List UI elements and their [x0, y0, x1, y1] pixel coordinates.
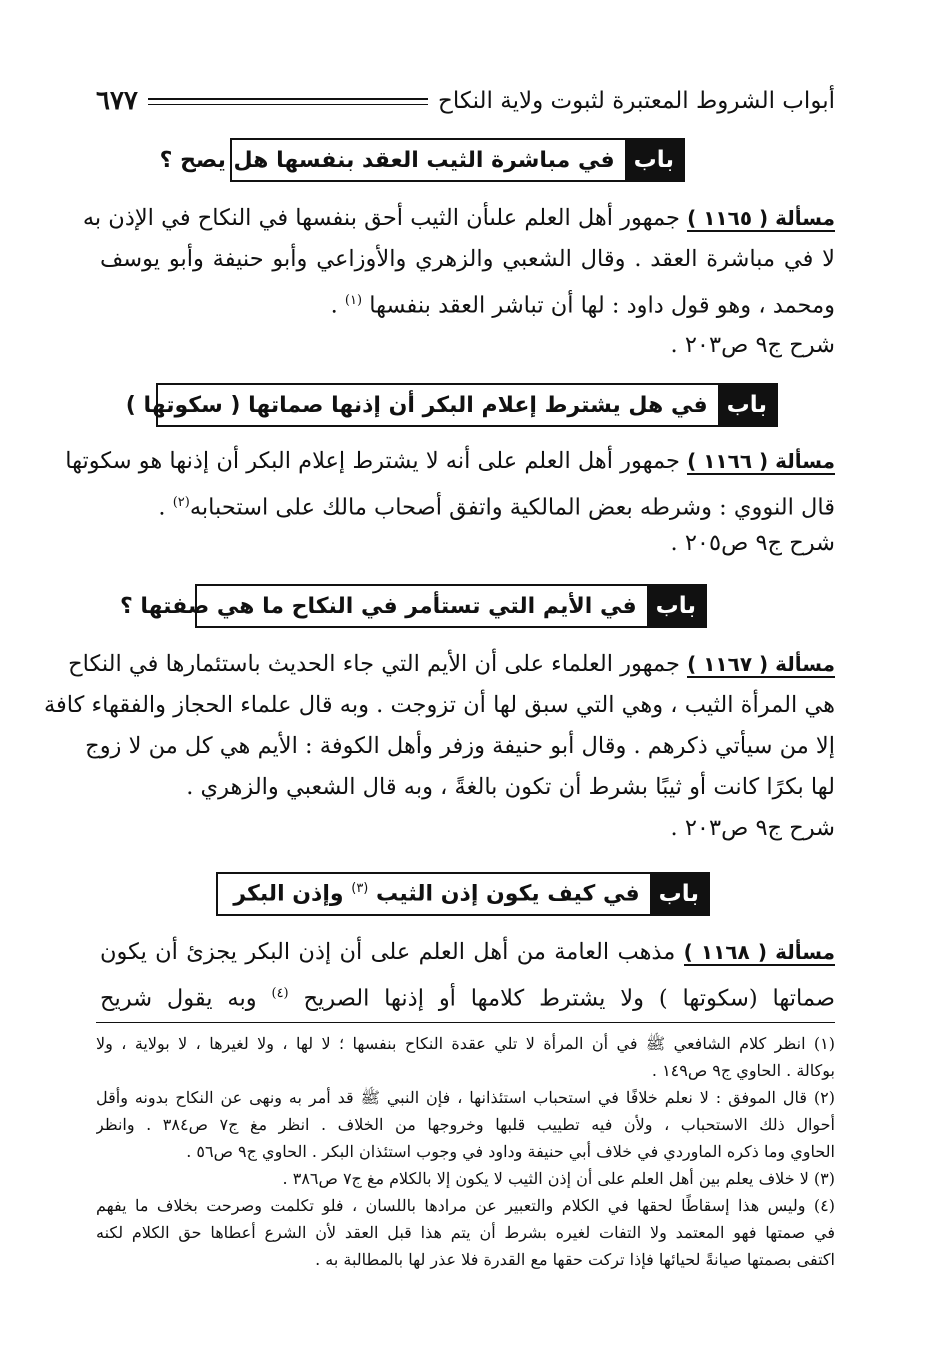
text-line-content: جمهور أهل العلم علىأن الثيب أحق بنفسها في النكاح في الإذن به	[82, 205, 680, 231]
masala-label: مسألة ( ١١٦٨ )	[683, 940, 836, 964]
source-citation: شرح ج٩ ص٢٠٣ .	[670, 332, 835, 358]
header-rule	[148, 98, 428, 105]
text-line: لا في مباشرة العقد . وقال الشعبي والزهري والأوزاعي وأبو حنيفة وأبو يوسف	[100, 246, 835, 272]
chapter-title	[218, 881, 650, 906]
text-line: إلا من سيأتي ذكرهم . وقال أبو حنيفة وزفر وأهل الكوفة : الأيم هي كل من لا زوج	[85, 733, 835, 759]
running-header	[96, 84, 835, 118]
masala-label: مسألة ( ١١٦٥ )	[687, 206, 835, 230]
text-line-end: .	[330, 292, 338, 319]
masala-label: مسألة ( ١١٦٧ )	[687, 652, 835, 676]
masala-label: مسألة ( ١١٦٦ )	[687, 449, 835, 473]
footnote-ref: (١)	[344, 293, 363, 308]
text-line-content: جمهور أهل العلم على أنه لا يشترط إعلام البكر أن إذنها هو سكوتها	[65, 448, 680, 474]
text-line-content: وبه يقول شريح	[100, 985, 257, 1012]
chapter-heading-3	[119, 584, 707, 628]
text-line: لها بكرًا كانت أو ثيبًا بشرط أن تكون بالغةً ، وبه قال الشعبي والزهري .	[186, 774, 835, 800]
text-line	[100, 973, 835, 1020]
chapter-heading-4	[216, 872, 710, 916]
text-line-content: صماتها (سكوتها ) ولا يشترط كلامها أو إذنها الصريح	[303, 985, 836, 1012]
text-line: هي المرأة الثيب ، وهي التي سبق لها أن تزوجت . وبه قال علماء الحجاز والفقهاء كافة	[43, 692, 835, 718]
footnote-ref: (٣)	[351, 881, 369, 897]
footnote-line: (٣) لا خلاف يعلم بين أهل العلم على أن إذن الثيب لا يكون إلا بالكلام مغ ج٧ ص٣٨٦ .	[282, 1169, 835, 1188]
text-line	[68, 644, 835, 685]
text-line-content: قال النووي : وشرطه بعض المالكية واتفق أصحاب مالك على استحبابه	[189, 494, 835, 521]
text-line	[100, 932, 835, 973]
page-number: ٦٧٧	[96, 86, 138, 116]
footnote-1	[96, 1030, 835, 1084]
footnote-line: اكتفى بصمتها صيانةً لحيائها فإذا تركت حقها مع القدرة فلا عذر لها بالمطالبة به .	[315, 1250, 835, 1269]
footnote-line: بوكالة . الحاوي ج٩ ص١٤٩ .	[651, 1061, 835, 1080]
chapter-label: باب	[718, 385, 776, 425]
text-line: قال النووي : وشرطه بعض المالكية واتفق أصحاب مالك على استحبابه$^{(٢)}$ .	[158, 494, 835, 521]
footnote-ref: (٢)	[172, 495, 190, 510]
footnote-line: أحوال ذلك الاستحباب ، ولأن فيه تطييب قلبها وخروجها من الخلاف . انظر مغ ج٧ ص٣٨٤ . وانظر	[96, 1115, 835, 1134]
chapter-title-part: وإذن البكر	[233, 881, 344, 907]
masala-1167	[43, 644, 835, 808]
masala-1166	[65, 441, 835, 529]
text-line	[100, 280, 835, 327]
footnote-divider	[96, 1022, 835, 1023]
chapter-title: في هل يشترط إعلام البكر أن إذنها صماتها ( سكوتها )	[125, 392, 708, 418]
chapter-label: باب	[650, 874, 708, 914]
running-title: أبواب الشروط المعتبرة لثبوت ولاية النكاح	[438, 88, 835, 114]
text-line-content: جمهور العلماء على أن الأيم التي جاء الحديث باستئمارها في النكاح	[68, 651, 680, 677]
text-line	[82, 198, 835, 239]
source-citation: شرح ج٩ ص٢٠٥ .	[670, 530, 835, 556]
footnote-line: (٤) وليس هذا إسقاطًا لحقها في الكلام والتعبير عن مرادها باللسان ، فلو تكلمت وصرحت بخلاف ما يفهم	[96, 1196, 835, 1215]
chapter-label: باب	[647, 586, 705, 626]
chapter-title-part: في كيف يكون إذن الثيب	[376, 881, 640, 907]
footnote-line: (١) انظر كلام الشافعي ﷺ في أن المرأة لا تلي عقدة النكاح بنفسها ؛ لا لها ، ولا لغيرها ، لا بولاية ، ولا	[96, 1034, 835, 1053]
chapter-label: باب	[625, 140, 683, 180]
masala-1165	[82, 198, 835, 327]
chapter-heading-1	[159, 138, 685, 182]
chapter-title: في مباشرة الثيب العقد بنفسها هل يصح ؟	[159, 147, 615, 173]
footnote-3	[96, 1165, 835, 1192]
source-citation: شرح ج٩ ص٢٠٣ .	[670, 815, 835, 841]
text-line	[65, 441, 835, 482]
masala-1168	[100, 932, 835, 1020]
footnote-ref: (٤)	[271, 986, 289, 1001]
footnote-line: الحاوي وما ذكره الماوردي في خلاف أبي حنيفة وداود في وجوب استئذان البكر . الحاوي ج٩ ص٥٦ .	[186, 1142, 835, 1161]
footnote-line: في صمتها فهو المعتمد ولا التفات لغيره بشرط أن يتم هذا قبل العقد لأن الشرع أعطاها حق الكلام لكنه	[96, 1223, 835, 1242]
text-line-content: ومحمد ، وهو قول داود : لها أن تباشر العقد بنفسها	[362, 292, 835, 319]
text-line-content: مذهب العامة من أهل العلم على أن إذن البكر يجزئ أن يكون	[100, 939, 676, 965]
footnotes	[96, 1030, 835, 1273]
chapter-title: في الأيم التي تستأمر في النكاح ما هي صفتها ؟	[119, 593, 637, 619]
footnote-2	[96, 1084, 835, 1165]
footnote-line: (٢) قال الموفق : لا نعلم خلافًا في استحباب استئذانها ، فإن النبي ﷺ قد أمر به ونهى عن النكاح بدونه وأقل	[96, 1088, 835, 1107]
footnote-4	[96, 1192, 835, 1273]
chapter-heading-2	[125, 383, 778, 427]
